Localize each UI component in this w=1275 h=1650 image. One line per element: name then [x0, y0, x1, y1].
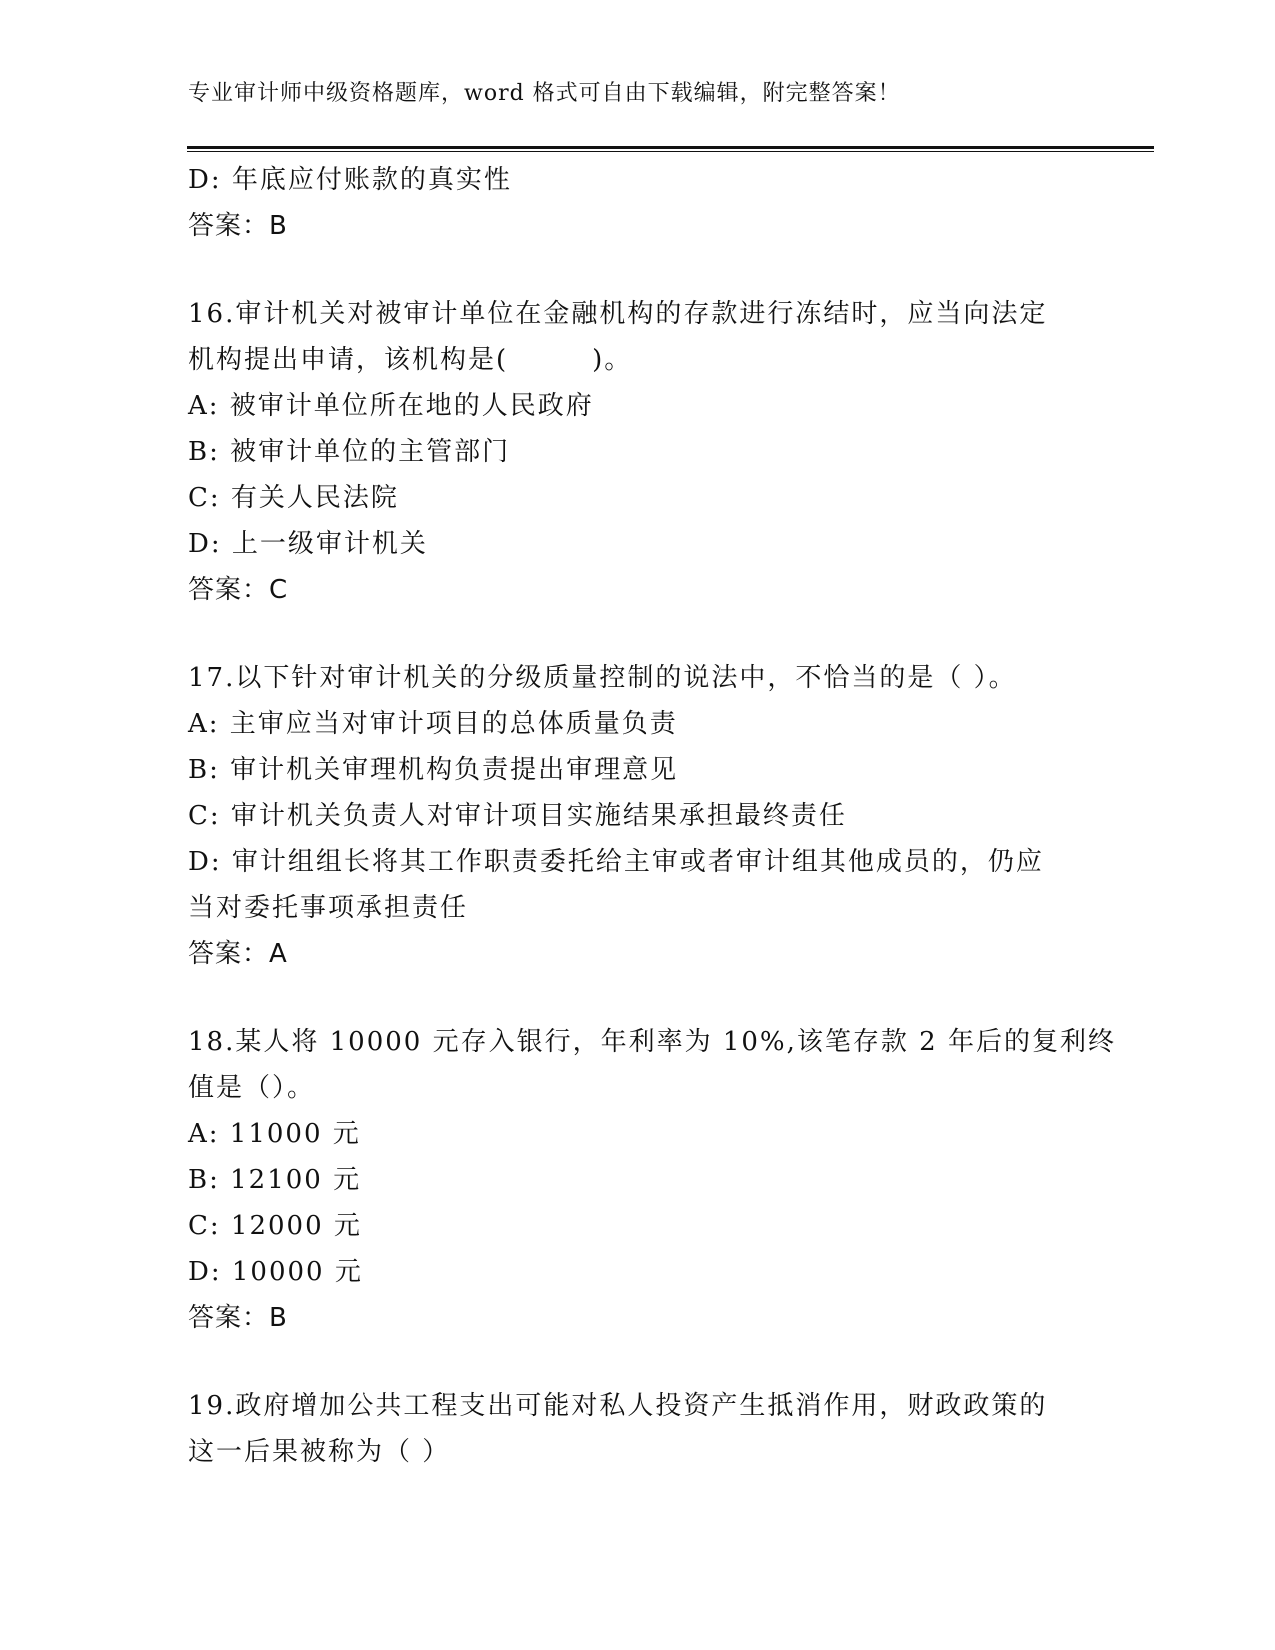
question-stem: 16.审计机关对被审计单位在金融机构的存款进行冻结时，应当向法定: [188, 299, 1048, 329]
spacer: [188, 249, 1088, 291]
option-a: A: 被审计单位所在地的人民政府: [188, 391, 594, 421]
option-b: B: 12100 元: [188, 1165, 362, 1195]
option-c: C: 有关人民法院: [188, 483, 399, 513]
question-stem: 17.以下针对审计机关的分级质量控制的说法中，不恰当的是（ ）。: [188, 663, 1017, 693]
question-17: [188, 655, 1088, 977]
answer-line: 答案：B: [188, 211, 288, 241]
option-a: A: 11000 元: [188, 1119, 361, 1149]
option-b: B: 被审计单位的主管部门: [188, 437, 511, 467]
answer-line: 答案：A: [188, 939, 288, 969]
option-d: D: 10000 元: [188, 1257, 363, 1287]
spacer: [188, 613, 1088, 655]
header-divider-thick: [187, 146, 1154, 149]
question-19: [188, 1383, 1088, 1475]
answer-line: 答案：B: [188, 1303, 288, 1333]
option-c: C: 12000 元: [188, 1211, 362, 1241]
spacer: [188, 1341, 1088, 1383]
question-stem: 这一后果被称为（ ）: [188, 1437, 451, 1467]
page-header: 专业审计师中级资格题库，word 格式可自由下载编辑，附完整答案！: [188, 81, 901, 106]
question-15-tail: [188, 157, 1088, 249]
question-16: [188, 291, 1088, 613]
option-a: A: 主审应当对审计项目的总体质量负责: [188, 709, 678, 739]
question-stem: 机构提出申请，该机构是( )。: [188, 345, 633, 375]
option-c: C: 审计机关负责人对审计项目实施结果承担最终责任: [188, 801, 847, 831]
spacer: [188, 977, 1088, 1019]
option-d: D: 审计组组长将其工作职责委托给主审或者审计组其他成员的，仍应: [188, 847, 1044, 877]
option-d-continued: 当对委托事项承担责任: [188, 893, 469, 923]
option-d: D: 年底应付账款的真实性: [188, 165, 512, 195]
option-b: B: 审计机关审理机构负责提出审理意见: [188, 755, 679, 785]
header-divider-thin: [187, 151, 1154, 152]
question-stem: 19.政府增加公共工程支出可能对私人投资产生抵消作用，财政政策的: [188, 1391, 1048, 1421]
option-d: D: 上一级审计机关: [188, 529, 428, 559]
question-18: [188, 1019, 1116, 1341]
answer-line: 答案：C: [188, 575, 289, 605]
question-list: [188, 157, 1116, 1475]
question-stem: 值是（）。: [188, 1073, 316, 1103]
question-stem: 18.某人将 10000 元存入银行，年利率为 10%,该笔存款 2 年后的复利终: [188, 1027, 1116, 1057]
